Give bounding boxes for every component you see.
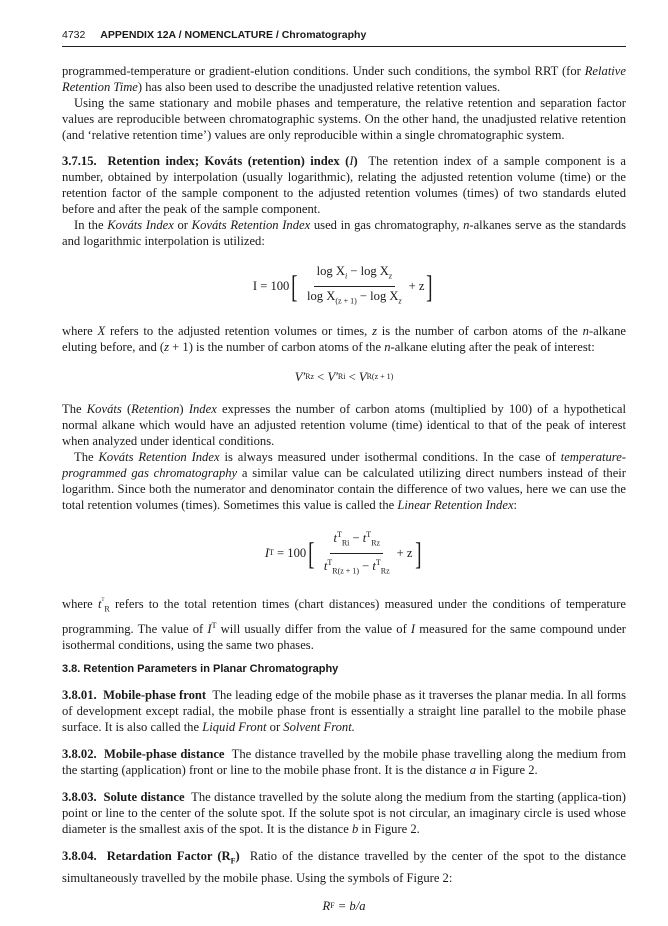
sub: Ri [337, 372, 346, 382]
text-run: I [349, 154, 354, 168]
text-run: R [104, 605, 110, 615]
term: − log X [347, 264, 389, 278]
term-label: 3.8.04. Retardation Factor (R [62, 849, 231, 864]
definition-retention-index [62, 153, 630, 217]
paragraph [62, 63, 630, 95]
term: log X [307, 288, 336, 303]
numerator [314, 263, 395, 287]
eq-tail: + z [396, 546, 413, 561]
paragraph [62, 449, 630, 513]
equation-kovats-index [62, 263, 626, 309]
text-run: n [582, 324, 589, 339]
sup: T [366, 530, 372, 540]
text-run: The [62, 402, 87, 417]
term: R [322, 898, 331, 913]
term: V′ [294, 370, 306, 385]
term: log X [316, 264, 345, 278]
text-run: refers to the adjusted retention volumes or times, [105, 324, 373, 339]
text-run: Kováts Index [107, 218, 174, 232]
definition-mobile-phase-distance [62, 746, 630, 778]
sub: Rz [371, 538, 381, 548]
term: t [362, 531, 367, 546]
text-run: or [266, 720, 284, 735]
term: t [372, 558, 376, 573]
text-run: Kováts Retention Index [191, 218, 311, 232]
sup: T [327, 557, 333, 567]
text-run: or [173, 218, 192, 232]
text-run: z [372, 324, 377, 339]
page-body [62, 63, 630, 926]
term: = 100 [273, 546, 307, 561]
paragraph [62, 593, 630, 653]
equation-retention-order [62, 369, 626, 385]
term-label: 3.7.15. Retention index; Kováts (retention) index ( [62, 154, 350, 168]
text-run: I [410, 622, 416, 637]
text-run: programmed-temperature or gradient-elution conditions. Under such conditions, the symbol RRT (for [62, 64, 585, 78]
text-run: ( [121, 402, 132, 417]
sup: T [336, 530, 342, 540]
header-title: APPENDIX 12A / NOMENCLATURE / Chromatography [100, 29, 367, 41]
numerator [330, 527, 383, 554]
text-run: The distance travelled by the mobile phase travelling along the medium from the starting (application) front or line to the mobile phase front. It is the distance [62, 747, 630, 778]
text-run: used in gas chromatography, [310, 218, 464, 232]
text-run: in Figure 2. [358, 822, 420, 837]
text-run: n [384, 340, 391, 355]
sub: R(z + 1) [332, 566, 359, 576]
running-header [62, 29, 626, 41]
section-heading: 3.8. Retention Parameters in Planar Chromatography [62, 663, 339, 676]
text-run: measured for the same compound under isothermal conditions, using the same two phases. [62, 622, 630, 653]
text-run: -alkane eluting after the peak of interest: [390, 340, 595, 355]
text-run: a similar value can be calculated utilizing direct numbers instead of their logarithm. Since both the numerator and denominator contain the difference of two values, here we can use the total retention volumes (times). Sometimes this value is called the [62, 466, 630, 513]
term-label: 3.8.02. Mobile-phase distance [62, 747, 225, 762]
op: < [314, 370, 328, 385]
sub: Rz [305, 372, 315, 382]
term-label: ) [353, 154, 358, 168]
sub: Ri [341, 538, 350, 548]
text-run: T [211, 621, 217, 631]
text-run: The retention index of a sample component is a number, obtained by interpolation (usually logarithmic), relating the adjusted retention volume (time) or the retention factor of the sample component to the adjusted retention volumes (times) of two standards eluted before and after the peak of the sample component. [62, 154, 630, 216]
op: < [345, 370, 359, 385]
text-run: in Figure 2. [476, 763, 538, 778]
sub: R(z + 1) [366, 372, 394, 382]
term: V′ [327, 370, 338, 385]
fraction [321, 527, 393, 579]
text-run: -alkanes serve as the standards and logarithmic interpolation is utilized: [62, 218, 630, 248]
term: I [264, 546, 270, 561]
op: − [358, 558, 373, 573]
page-number: 4732 [62, 29, 86, 41]
text-run: Index [188, 402, 217, 417]
text-run: X [97, 324, 106, 339]
text-run: where [62, 324, 98, 339]
term-label: 3.8.01. Mobile-phase front [62, 688, 207, 703]
sub: i [344, 271, 348, 281]
text-run: a [469, 763, 477, 778]
term: t [323, 558, 328, 573]
text-run: The leading edge of the mobile phase as it traverses the planar media. In all forms of development except radial, the mobile phase front is essentially a straight line parallel to the mobile phase surface. It is also called the [62, 688, 630, 735]
op: − [349, 531, 363, 546]
text-run: Liquid Front [202, 720, 267, 735]
paragraph [62, 401, 630, 449]
text-run: Retention [131, 402, 180, 417]
equation-linear-retention-index [62, 527, 626, 579]
text-run: will usually differ from the value of [216, 622, 411, 637]
term: − log X [356, 288, 399, 303]
eq-tail: + z [408, 279, 425, 294]
text-run: The [74, 450, 99, 465]
text-run: The distance travelled by the solute along the medium from the starting (applica-tion) point or line to the center of the solute spot. If the solute spot is not circular, an imaginary circle is used whose diameter is the smallest axis of the spot. It is the distance [62, 790, 630, 837]
text-run: z [164, 340, 170, 355]
text-run: where [62, 597, 98, 612]
text-run: Kováts [86, 402, 122, 417]
paragraph [62, 217, 630, 249]
sub: Rz [380, 566, 390, 576]
text-run: : [513, 498, 518, 513]
text-run: ) has also been used to describe the unadjusted relative retention values. [137, 80, 501, 94]
text-run: + 1) is the number of carbon atoms of the [169, 340, 385, 355]
text-run: temperature-programmed gas chromatography [62, 450, 626, 481]
text-run: -alkane eluting before, and ( [62, 324, 630, 355]
term: V [358, 370, 367, 385]
text-run: t [97, 597, 102, 612]
sub: z [388, 271, 393, 281]
text-run: Using the same stationary and mobile phases and temperature, the relative retention and separation factor values are reproducible between chromatographic systems. On the other hand, the unadjusted relative retention (and ‘relative retention time’) values are only reproducible within a single chromatographic system. [62, 96, 630, 142]
text-run: In the [74, 218, 108, 232]
equation-rf [62, 898, 626, 914]
paragraph [62, 323, 630, 355]
fraction [304, 263, 405, 309]
text-run: Kováts Retention Index [98, 450, 220, 465]
text-run: ᵀ [101, 596, 105, 606]
sub: z [398, 296, 402, 306]
header-rule [62, 46, 626, 47]
text-run: is always measured under isothermal conditions. In the case of [219, 450, 561, 465]
term-label: 3.8.03. Solute distance [62, 790, 185, 805]
paragraph [62, 95, 630, 143]
text-run: ) [179, 402, 189, 417]
text-run: Solvent Front. [283, 720, 355, 735]
eq-lhs: I = 100 [252, 279, 290, 294]
left-bracket: [ [308, 535, 315, 572]
sup: T [269, 548, 274, 558]
definition-mobile-phase-front [62, 687, 630, 735]
text-run: n [463, 218, 470, 232]
definition-solute-distance [62, 789, 630, 837]
text-run: is the number of carbon atoms of the [376, 324, 583, 339]
text-run: b [351, 822, 359, 837]
sub: (z + 1) [335, 296, 357, 306]
definition-retardation-factor [62, 848, 630, 886]
text-run: refers to the total retention times (chart distances) measured under the conditions of temperature programming. The value of [62, 597, 630, 637]
denominator [304, 287, 405, 310]
term-label: F [230, 856, 236, 866]
left-bracket: [ [291, 268, 298, 305]
text-run: Linear Retention Index [397, 498, 514, 513]
text-run: Relative Retention Time [62, 64, 630, 94]
text-run: Ratio of the distance travelled by the center of the spot to the distance simultaneously travelled by the mobile phase. Using the symbols of Figure 2: [62, 849, 630, 885]
right-bracket: ] [426, 268, 433, 305]
term: t [333, 531, 337, 546]
right-bracket: ] [414, 535, 422, 572]
text-run: expresses the number of carbon atoms (multiplied by 100) of a hypothetical normal alkane which would have an adjusted retention volume (time) identical to that of the peak of interest when analyzed under identical conditions. [62, 402, 630, 449]
denominator [321, 554, 393, 580]
sup: T [375, 557, 381, 567]
term: = b/a [334, 898, 366, 913]
term-label: ) [235, 849, 240, 864]
sub: F [330, 900, 335, 910]
text-run: I [207, 622, 212, 637]
